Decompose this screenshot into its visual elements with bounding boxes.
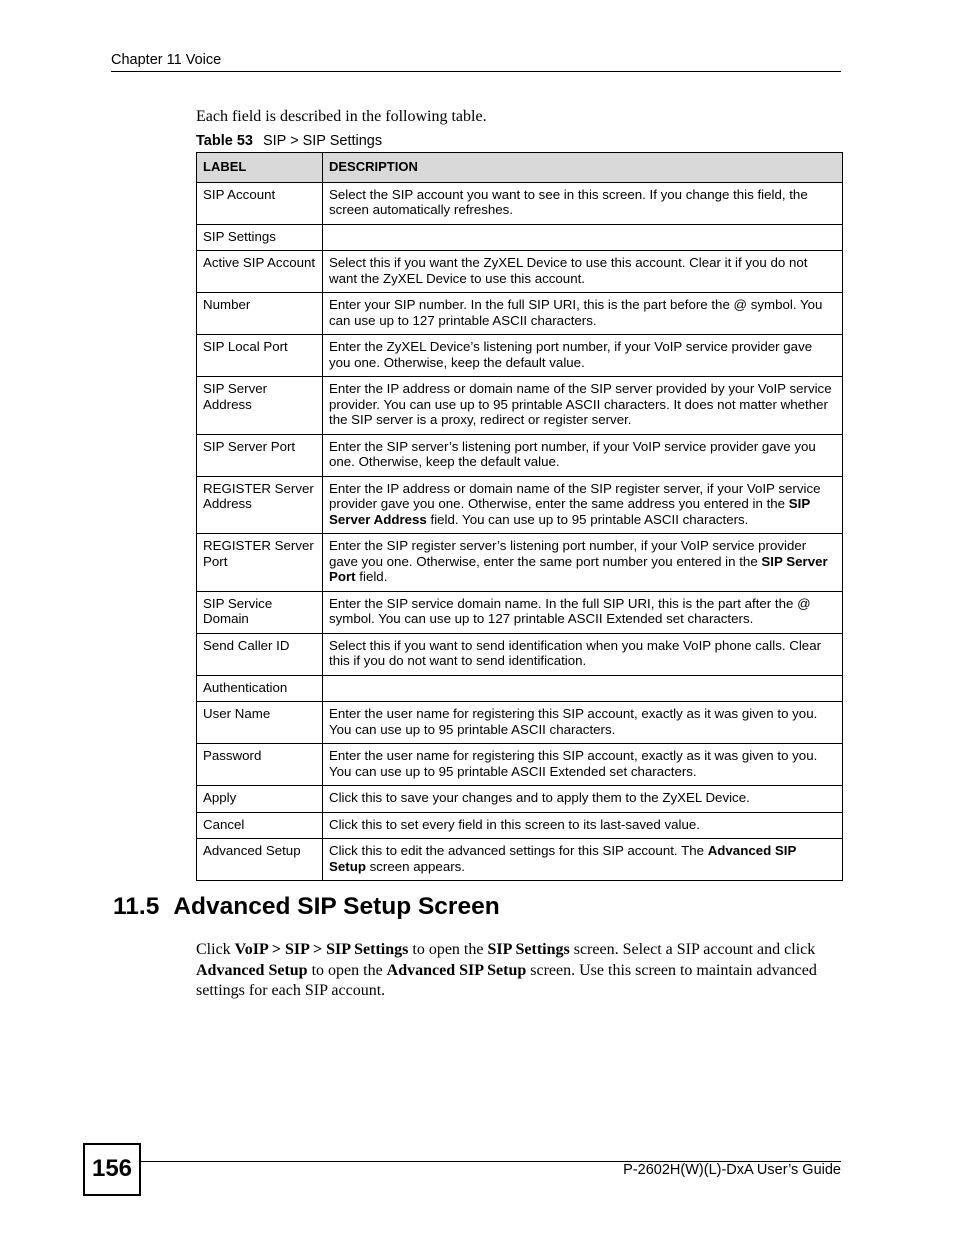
column-header-description: DESCRIPTION (323, 153, 843, 183)
table-row (197, 633, 843, 675)
sip-settings-table (196, 152, 843, 881)
description-text: Enter the IP address or domain name of the SIP register server, if your VoIP service provider gave you one. Otherwise, enter the same address you entered in the (329, 480, 821, 511)
page-number: 156 (83, 1143, 141, 1196)
paragraph-emphasis: Advanced SIP Setup (386, 961, 527, 979)
table-row (197, 476, 843, 534)
row-label: SIP Service Domain (197, 591, 323, 633)
row-description (323, 182, 843, 224)
description-text: Select this if you want to send identification when you make VoIP phone calls. Clear this if you do not want to send identification. (329, 637, 822, 668)
section-number: 11.5 (113, 893, 160, 920)
table-row (197, 839, 843, 881)
description-emphasis: SIP Server Address (329, 496, 810, 527)
description-text: Enter the SIP service domain name. In the full SIP URI, this is the part after the @ symbol. You can use up to 127 printable ASCII Extended set characters. (329, 595, 811, 626)
table-row (197, 293, 843, 335)
running-header: Chapter 11 Voice (111, 52, 222, 68)
description-emphasis: SIP Server Port (329, 553, 828, 584)
table-row (197, 744, 843, 786)
description-text: Click this to edit the advanced settings for this SIP account. The (329, 843, 708, 858)
table-row (197, 335, 843, 377)
description-text: Enter the ZyXEL Device’s listening port number, if your VoIP service provider gave you one. Otherwise, keep the default value. (329, 339, 813, 370)
description-emphasis: Advanced SIP Setup (329, 843, 797, 874)
paragraph-text: screen. Use this screen to maintain advanced settings for each SIP account. (196, 961, 817, 999)
description-text: Click this to save your changes and to apply them to the ZyXEL Device. (329, 790, 750, 805)
row-label: SIP Settings (197, 224, 323, 251)
table-row (197, 377, 843, 435)
row-label: Send Caller ID (197, 633, 323, 675)
paragraph-emphasis: VoIP > SIP > SIP Settings (234, 941, 409, 958)
row-label: Advanced Setup (197, 839, 323, 881)
row-description (323, 786, 843, 813)
table-row (197, 702, 843, 744)
table-row (197, 675, 843, 702)
description-text: Enter the user name for registering this SIP account, exactly as it was given to you. You can use up to 95 printable ASCII characters. (329, 706, 818, 737)
row-description (323, 812, 843, 839)
description-text: Enter the user name for registering this SIP account, exactly as it was given to you. You can use up to 95 printable ASCII Extended set characters. (329, 748, 818, 779)
row-description (323, 434, 843, 476)
table-row (197, 182, 843, 224)
row-label: REGISTER Server Port (197, 534, 323, 592)
row-description (323, 675, 843, 702)
row-label: SIP Server Address (197, 377, 323, 435)
column-header-label: LABEL (197, 153, 323, 183)
paragraph-text: to open the (307, 961, 387, 979)
paragraph-emphasis: Advanced Setup (196, 961, 308, 979)
paragraph-emphasis: SIP Settings (487, 941, 570, 958)
row-label: Cancel (197, 812, 323, 839)
description-text: Select this if you want the ZyXEL Device to use this account. Clear it if you do not want the ZyXEL Device to use this account. (329, 255, 808, 286)
description-text: Enter the IP address or domain name of the SIP server provided by your VoIP service provider. You can use up to 95 printable ASCII characters. It does not matter whether the SIP server is a proxy, redirect or register server. (329, 381, 832, 427)
paragraph-text: screen. Select a SIP account and click (569, 941, 816, 958)
table-row (197, 812, 843, 839)
table-header-row (197, 153, 843, 183)
description-text: field. You can use up to 95 printable ASCII characters. (426, 511, 749, 527)
description-text: screen appears. (365, 858, 465, 874)
row-description (323, 335, 843, 377)
table-row (197, 434, 843, 476)
row-description (323, 534, 843, 592)
description-text: Select the SIP account you want to see in this screen. If you change this field, the screen automatically refreshes. (329, 186, 808, 217)
description-text: Enter the SIP register server’s listening port number, if your VoIP service provider gave you one. Otherwise, enter the same port number you entered in the (329, 538, 807, 569)
row-description (323, 251, 843, 293)
intro-text: Each field is described in the following table. (196, 108, 487, 125)
section-paragraph (196, 940, 846, 1002)
row-description (323, 839, 843, 881)
table-caption (196, 133, 382, 149)
table-caption-title: SIP > SIP Settings (262, 133, 383, 149)
row-description (323, 476, 843, 534)
row-label: Apply (197, 786, 323, 813)
row-description (323, 377, 843, 435)
row-label: SIP Local Port (197, 335, 323, 377)
row-description (323, 633, 843, 675)
table-caption-label: Table 53 (196, 133, 253, 149)
row-label: Authentication (197, 675, 323, 702)
row-description (323, 591, 843, 633)
description-text: Enter your SIP number. In the full SIP URI, this is the part before the @ symbol. You can use up to 127 printable ASCII characters. (329, 297, 823, 328)
row-description (323, 224, 843, 251)
table-row (197, 591, 843, 633)
paragraph-text: Click (196, 941, 235, 958)
section-title: Advanced SIP Setup Screen (173, 893, 500, 920)
description-text: field. (355, 569, 388, 584)
row-label: SIP Server Port (197, 434, 323, 476)
description-text: Click this to set every field in this screen to its last-saved value. (329, 816, 700, 832)
row-label: User Name (197, 702, 323, 744)
section-heading (113, 893, 500, 921)
row-label: REGISTER Server Address (197, 476, 323, 534)
row-label: Active SIP Account (197, 251, 323, 293)
table-row (197, 786, 843, 813)
header-divider (111, 71, 841, 72)
description-text: Enter the SIP server’s listening port number, if your VoIP service provider gave you one. Otherwise, keep the default value. (329, 438, 816, 469)
table-row (197, 224, 843, 251)
paragraph-text: to open the (408, 941, 488, 958)
row-label: Number (197, 293, 323, 335)
table-row (197, 534, 843, 592)
table-body (197, 182, 843, 881)
row-description (323, 293, 843, 335)
row-label: Password (197, 744, 323, 786)
row-description (323, 702, 843, 744)
guide-title: P-2602H(W)(L)-DxA User’s Guide (623, 1162, 841, 1178)
table-row (197, 251, 843, 293)
row-description (323, 744, 843, 786)
row-label: SIP Account (197, 182, 323, 224)
